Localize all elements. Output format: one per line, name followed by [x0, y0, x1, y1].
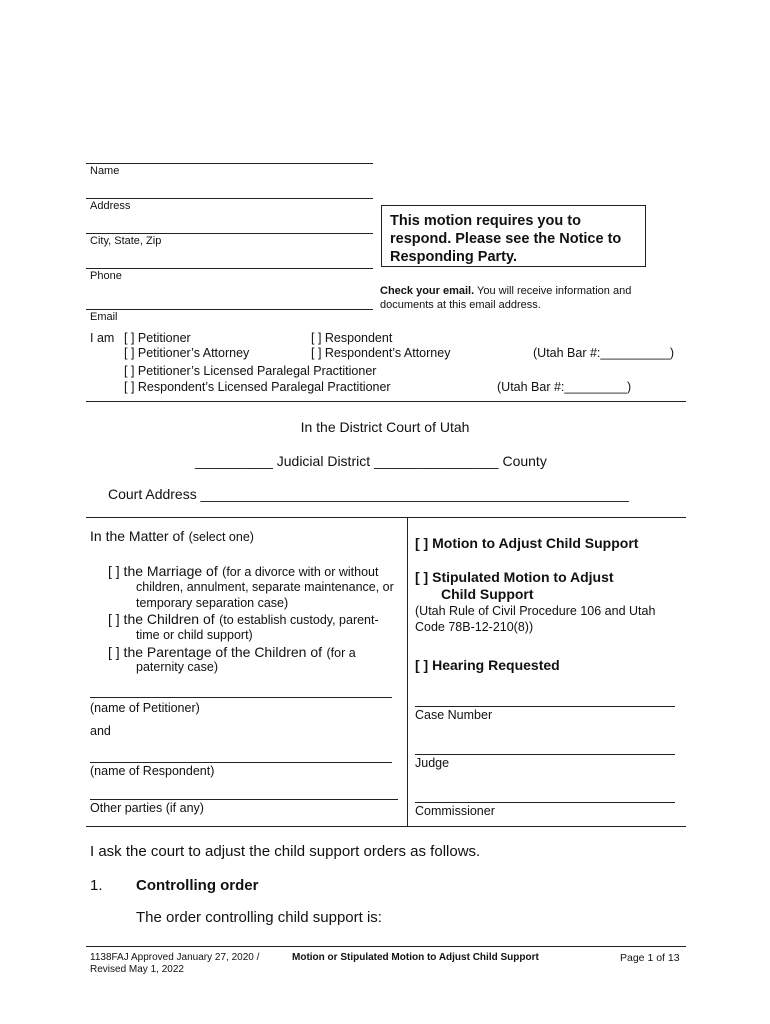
stipulated-motion-line2: Child Support — [441, 586, 534, 602]
children-main: [ ] the Children of — [108, 611, 215, 627]
court-address-line[interactable]: Court Address _______________________________________________________ — [108, 486, 629, 502]
marriage-main: [ ] the Marriage of — [108, 563, 218, 579]
rule-citation: (Utah Rule of Civil Procedure 106 and Utah Code 78B-12-210(8)) — [415, 604, 656, 634]
marriage-note: (for a divorce with or without — [222, 565, 379, 579]
notice-box: This motion requires you to respond. Please see the Notice to Responding Party. — [381, 205, 646, 267]
phone-label: Phone — [90, 270, 122, 282]
district-county-line[interactable]: __________ Judicial District ________________ County — [195, 453, 547, 469]
children-option[interactable] — [108, 611, 379, 629]
bar-number-2[interactable]: (Utah Bar #:_________) — [497, 380, 632, 394]
footer-page-number: Page 1 of 13 — [620, 952, 680, 964]
matter-heading — [90, 528, 254, 546]
petitioner-name-label: (name of Petitioner) — [90, 701, 200, 715]
other-parties-line[interactable] — [90, 799, 398, 800]
divider — [86, 401, 686, 402]
case-number-label: Case Number — [415, 708, 493, 722]
email-label: Email — [90, 311, 118, 323]
court-title: In the District Court of Utah — [300, 419, 470, 435]
i-am-label: I am — [90, 331, 115, 345]
children-note-2: time or child support) — [136, 628, 253, 642]
marriage-note-2: children, annulment, separate maintenance, or — [136, 580, 394, 594]
order-text: The order controlling child support is: — [136, 909, 382, 926]
parentage-note: (for a — [326, 646, 356, 660]
address-label: Address — [90, 200, 131, 212]
respondent-attorney-checkbox[interactable]: [ ] Respondent’s Attorney — [311, 346, 451, 360]
hearing-requested-checkbox[interactable]: [ ] Hearing Requested — [415, 657, 560, 673]
respondent-name-label: (name of Respondent) — [90, 764, 215, 778]
check-email-bold: Check your email. — [380, 285, 475, 297]
footer-revised: Revised May 1, 2022 — [90, 964, 184, 975]
footer-divider — [86, 946, 686, 947]
city-label: City, State, Zip — [90, 235, 162, 247]
name-label: Name — [90, 165, 120, 177]
check-email-rest: You will receive information and documents at this email address. — [380, 285, 632, 311]
name-line[interactable] — [86, 163, 373, 164]
matter-heading-note: (select one) — [188, 530, 254, 544]
petitioner-paralegal-checkbox[interactable]: [ ] Petitioner’s Licensed Paralegal Practitioner — [124, 364, 377, 378]
commissioner-label: Commissioner — [415, 804, 495, 818]
respondent-paralegal-checkbox[interactable]: [ ] Respondent’s Licensed Paralegal Practitioner — [124, 380, 391, 394]
respondent-checkbox[interactable]: [ ] Respondent — [311, 331, 393, 345]
parentage-note-2: paternity case) — [136, 660, 218, 674]
ask-statement: I ask the court to adjust the child support orders as follows. — [90, 843, 481, 860]
footer-left — [90, 952, 259, 976]
check-email-note — [380, 284, 660, 312]
marriage-option[interactable] — [108, 563, 378, 581]
commissioner-line[interactable] — [415, 802, 675, 803]
caption-top-border — [86, 517, 686, 518]
and-label: and — [90, 724, 111, 738]
children-note: (to establish custody, parent- — [219, 613, 379, 627]
petitioner-checkbox[interactable]: [ ] Petitioner — [124, 331, 191, 345]
matter-heading-text: In the Matter of — [90, 528, 185, 544]
parentage-main: [ ] the Parentage of the Children of — [108, 644, 323, 660]
judge-line[interactable] — [415, 754, 675, 755]
caption-bottom-border — [86, 826, 686, 827]
email-line[interactable] — [86, 309, 373, 310]
section-number: 1. — [90, 877, 103, 894]
section-heading: Controlling order — [136, 877, 259, 894]
address-line[interactable] — [86, 198, 373, 199]
petitioner-attorney-checkbox[interactable]: [ ] Petitioner’s Attorney — [124, 346, 250, 360]
other-parties-label: Other parties (if any) — [90, 801, 204, 815]
marriage-note-3: temporary separation case) — [136, 596, 289, 610]
respondent-name-line[interactable] — [90, 762, 392, 763]
bar-number-1[interactable]: (Utah Bar #:__________) — [533, 346, 675, 360]
phone-line[interactable] — [86, 268, 373, 269]
motion-adjust-checkbox[interactable]: [ ] Motion to Adjust Child Support — [415, 535, 639, 551]
city-line[interactable] — [86, 233, 373, 234]
footer-title: Motion or Stipulated Motion to Adjust Child Support — [292, 952, 539, 963]
judge-label: Judge — [415, 756, 450, 770]
petitioner-name-line[interactable] — [90, 697, 392, 698]
caption-divider — [407, 517, 408, 826]
stipulated-motion-checkbox[interactable]: [ ] Stipulated Motion to Adjust — [415, 569, 614, 585]
case-number-line[interactable] — [415, 706, 675, 707]
footer-form-id: 1138FAJ Approved January 27, 2020 / — [90, 952, 260, 963]
